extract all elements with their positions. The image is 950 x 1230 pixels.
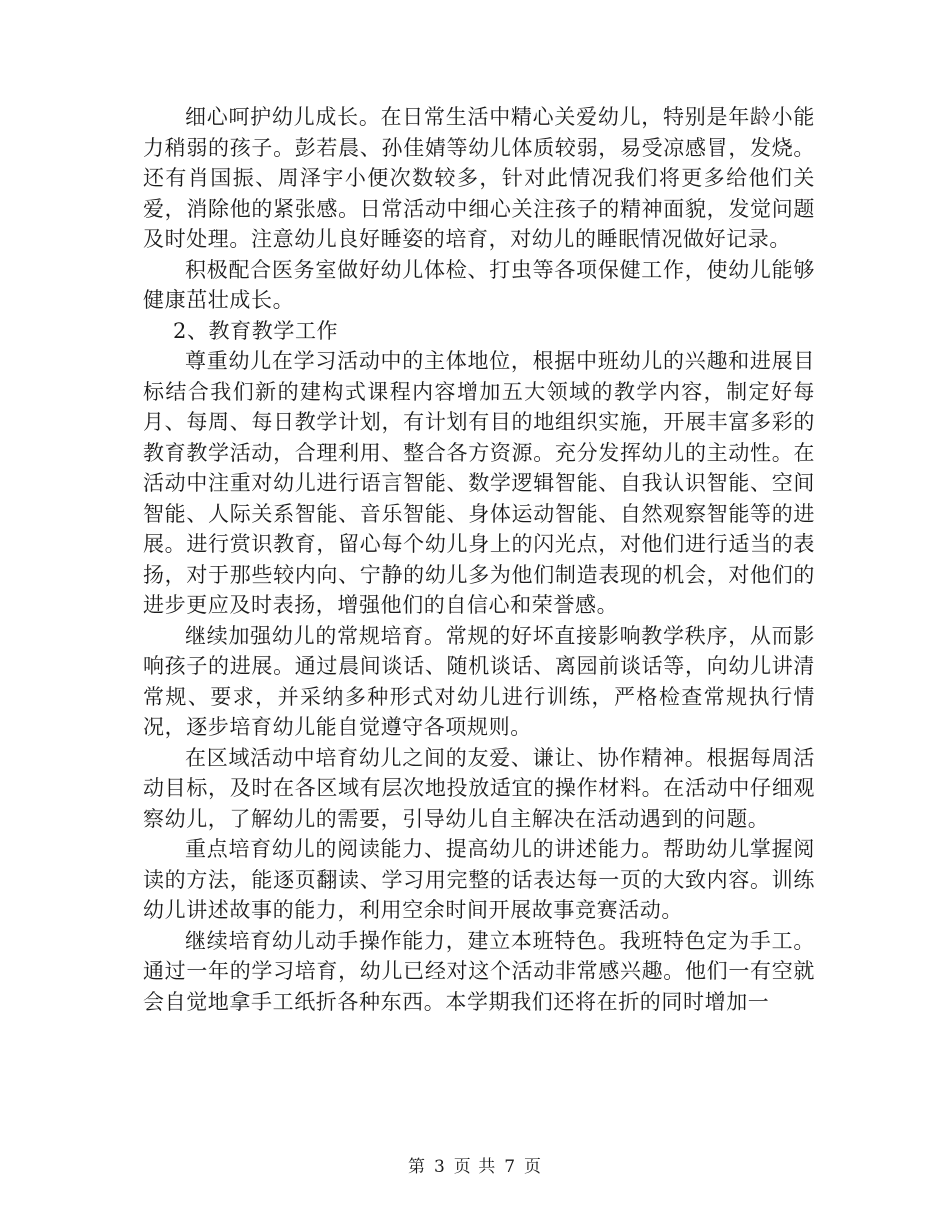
section-heading: 2、教育教学工作	[173, 318, 339, 343]
footer-middle: 页 共	[453, 1157, 497, 1177]
footer-total-pages: 7	[504, 1157, 517, 1177]
paragraph-teaching: 尊重幼儿在学习活动中的主体地位，根据中班幼儿的兴趣和进展目标结合我们新的建构式课程内容增加五大领域的教学内容，制定好每月、每周、每日教学计划，有计划有目的地组织实施，开展丰富多彩的教育教学活动，合理利用、整合各方资源。充分发挥幼儿的主动性。在活动中注重对幼儿进行语言智能、数学逻辑智能、自我认识智能、空间智能、人际关系智能、音乐智能、身体运动智能、自然观察智能等的进展。进行赏识教育，留心每个幼儿身上的闪光点，对他们进行适当的表扬，对于那些较内向、宁静的幼儿多为他们制造表现的机会，对他们的进步更应及时表扬，增强他们的自信心和荣誉感。	[143, 349, 815, 617]
document-body	[143, 102, 815, 1017]
paragraph-area-activity: 在区域活动中培育幼儿之间的友爱、谦让、协作精神。根据每周活动目标，及时在各区域有层次地投放适宜的操作材料。在活动中仔细观察幼儿，了解幼儿的需要，引导幼儿自主解决在活动遇到的问题。	[143, 745, 815, 831]
footer-prefix: 第	[407, 1157, 426, 1177]
footer-suffix: 页	[524, 1157, 543, 1177]
paragraph-reading: 重点培育幼儿的阅读能力、提高幼儿的讲述能力。帮助幼儿掌握阅读的方法，能逐页翻读、学习用完整的话表达每一页的大致内容。训练幼儿讲述故事的能力，利用空余时间开展故事竞赛活动。	[143, 837, 815, 922]
paragraph-care: 细心呵护幼儿成长。在日常生活中精心关爱幼儿，特别是年龄小能力稍弱的孩子。彭若晨、孙佳婧等幼儿体质较弱，易受凉感冒，发烧。还有肖国振、周泽宇小便次数较多，针对此情况我们将更多给他们关爱，消除他的紧张感。日常活动中细心关注孩子的精神面貌，发觉问题及时处理。注意幼儿良好睡姿的培育，对幼儿的睡眠情况做好记录。	[143, 105, 815, 251]
footer-page-number: 3	[433, 1157, 446, 1177]
paragraph-health: 积极配合医务室做好幼儿体检、打虫等各项保健工作，使幼儿能够健康茁壮成长。	[143, 257, 815, 312]
page-footer	[0, 1152, 950, 1177]
paragraph-routine: 继续加强幼儿的常规培育。常规的好坏直接影响教学秩序，从而影响孩子的进展。通过晨间谈话、随机谈话、离园前谈话等，向幼儿讲清常规、要求，并采纳多种形式对幼儿进行训练，严格检查常规执行情况，逐步培育幼儿能自觉遵守各项规则。	[143, 623, 815, 739]
paragraph-handcraft: 继续培育幼儿动手操作能力，建立本班特色。我班特色定为手工。通过一年的学习培育，幼儿已经对这个活动非常感兴趣。他们一有空就会自觉地拿手工纸折各种东西。本学期我们还将在折的同时增加一	[143, 928, 815, 1014]
